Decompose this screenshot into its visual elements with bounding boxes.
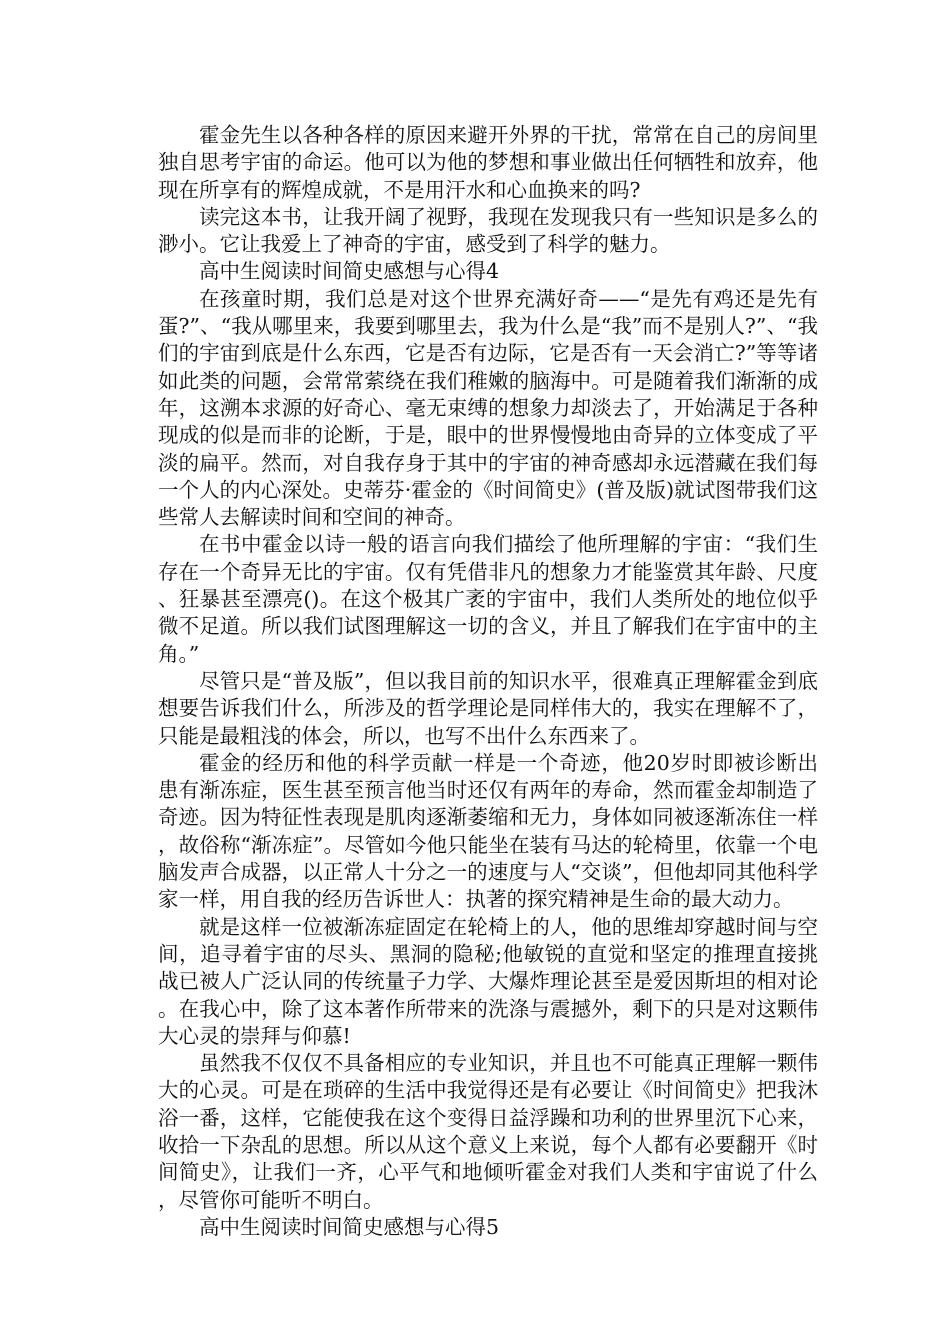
- paragraph: 霍金的经历和他的科学贡献一样是一个奇迹，他20岁时即被诊断出患有渐冻症，医生甚至预言他当时还仅有两年的寿命，然而霍金却制造了奇迹。因为特征性表现是肌肉逐渐萎缩和无力，身体如同被逐渐冻住一样，故俗称“渐冻症”。尽管如今他只能坐在装有马达的轮椅里，依靠一个电脑发声合成器，以正常人十分之一的速度与人“交谈”，但他却同其他科学家一样，用自我的经历告诉世人：执著的探究精神是生命的最大动力。: [158, 750, 818, 912]
- paragraph: 在书中霍金以诗一般的语言向我们描绘了他所理解的宇宙：“我们生存在一个奇异无比的宇宙。仅有凭借非凡的想象力才能鉴赏其年龄、尺度、狂暴甚至漂亮()。在这个极其广袤的宇宙中，我们人类所处的地位似乎微不足道。所以我们试图理解这一切的含义，并且了解我们在宇宙中的主角。”: [158, 532, 818, 666]
- paragraph: 在孩童时期，我们总是对这个世界充满好奇——“是先有鸡还是先有蛋?”、“我从哪里来，我要到哪里去，我为什么是“我”而不是别人?”、“我们的宇宙到底是什么东西，它是否有边际，它是否有一天会消亡?”等等诸如此类的问题，会常常萦绕在我们稚嫩的脑海中。可是随着我们渐渐的成年，这溯本求源的好奇心、毫无束缚的想象力却淡去了，开始满足于各种现成的似是而非的论断，于是，眼中的世界慢慢地由奇异的立体变成了平淡的扁平。然而，对自我存身于其中的宇宙的神奇感却永远潜藏在我们每一个人的内心深处。史蒂芬·霍金的《时间简史》(普及版)就试图带我们这些常人去解读时间和空间的神奇。: [158, 286, 818, 530]
- paragraph: 就是这样一位被渐冻症固定在轮椅上的人，他的思维却穿越时间与空间，追寻着宇宙的尽头、黑洞的隐秘;他敏锐的直觉和坚定的推理直接挑战已被人广泛认同的传统量子力学、大爆炸理论甚至是爱因斯坦的相对论。在我心中，除了这本著作所带来的洗涤与震撼外，剩下的只是对这颗伟大心灵的崇拜与仰慕!: [158, 914, 818, 1048]
- section-heading: 高中生阅读时间简史感想与心得5: [199, 1214, 500, 1239]
- section-heading: 高中生阅读时间简史感想与心得4: [199, 259, 500, 284]
- paragraph: 霍金先生以各种各样的原因来避开外界的干扰，常常在自己的房间里独自思考宇宙的命运。他可以为他的梦想和事业做出任何牺牲和放弃，他现在所享有的辉煌成就，不是用汗水和心血换来的吗?: [158, 123, 818, 202]
- paragraph: 尽管只是“普及版”，但以我目前的知识水平，很难真正理解霍金到底想要告诉我们什么，所涉及的哲学理论是同样伟大的，我实在理解不了，只能是最粗浅的体会，所以，也写不出什么东西来了。: [158, 668, 818, 748]
- paragraph: 读完这本书，让我开阔了视野，我现在发现我只有一些知识是多么的渺小。它让我爱上了神奇的宇宙，感受到了科学的魅力。: [158, 204, 818, 257]
- document-body: [158, 122, 818, 1241]
- paragraph: 虽然我不仅仅不具备相应的专业知识，并且也不可能真正理解一颗伟大的心灵。可是在琐碎的生活中我觉得还是有必要让《时间简史》把我沐浴一番，这样，它能使我在这个变得日益浮躁和功利的世界里沉下心来，收拾一下杂乱的思想。所以从这个意义上来说，每个人都有必要翻开《时间简史》，让我们一齐，心平气和地倾听霍金对我们人类和宇宙说了什么，尽管你可能听不明白。: [158, 1051, 818, 1212]
